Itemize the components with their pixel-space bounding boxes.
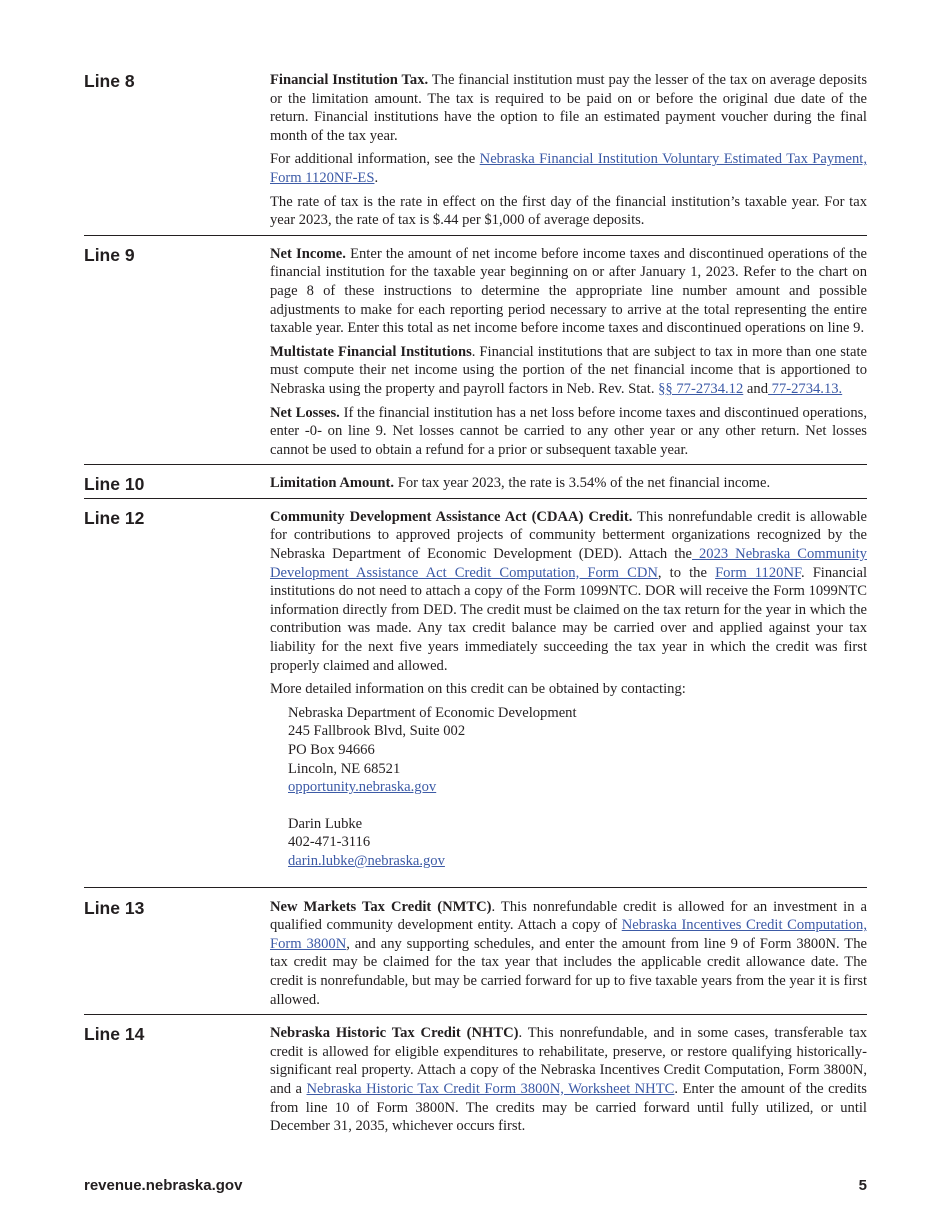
- address-line: 245 Fallbrook Blvd, Suite 002: [288, 723, 466, 740]
- paragraph: [270, 474, 867, 493]
- paragraph-heading: Net Income.: [270, 245, 346, 262]
- statute-77-2734-12-link[interactable]: §§ 77-2734.12: [658, 380, 744, 397]
- paragraph-text: . This nonrefundable, and in some cases, transferable tax credit is allowed for eligible expenditures to rehabilitate, preserve, or restore qualifying historically-significant real property. Attach a copy of the Nebraska Incentives Credit Computation, Form 3800N, and a: [270, 1025, 867, 1097]
- spacer: [270, 871, 867, 887]
- section-content: [270, 898, 867, 1015]
- line-label: Line 13: [84, 897, 145, 918]
- section-content: [270, 474, 867, 498]
- paragraph: [270, 71, 867, 145]
- section-line-8: [84, 70, 867, 236]
- page-number: 5: [858, 1177, 867, 1194]
- statute-77-2734-13-link[interactable]: 77-2734.13.: [768, 380, 843, 397]
- ded-website-link[interactable]: opportunity.nebraska.gov: [288, 779, 437, 796]
- footer-website: revenue.nebraska.gov: [84, 1177, 243, 1194]
- line-label: Line 9: [84, 244, 135, 265]
- section-line-9: [84, 244, 867, 466]
- section-content: [270, 245, 867, 465]
- paragraph-heading: Nebraska Historic Tax Credit (NHTC): [270, 1025, 519, 1042]
- paragraph-text: For tax year 2023, the rate is 3.54% of the net financial income.: [394, 475, 771, 492]
- address-line: PO Box 94666: [288, 742, 375, 758]
- page-footer: [84, 1177, 867, 1194]
- section-line-10: [84, 473, 867, 499]
- form-cdn-link[interactable]: 2023 Nebraska Community Development Assistance Act Credit Computation, Form CDN: [270, 546, 867, 581]
- paragraph-text: If the financial institution has a net loss before income taxes and discontinued operations, enter -0- on line 9. Net losses cannot be carried to any other year or any other return. Net losses cannot be used to obtain a refund for a prior or subsequent taxable year.: [270, 404, 867, 458]
- paragraph-heading: Financial Institution Tax.: [270, 72, 429, 88]
- contact-phone: 402-471-3116: [288, 834, 371, 851]
- paragraph: More detailed information on this credit can be obtained by contacting:: [270, 681, 686, 698]
- section-content: [270, 71, 867, 235]
- paragraph-text: and: [743, 380, 768, 397]
- section-line-13: [84, 897, 867, 1016]
- paragraph-text: This nonrefundable credit is allowable for contributions to approved projects of community betterment organizations recognized by the Nebraska Department of Economic Development (DED). Attach the: [270, 508, 867, 563]
- form-3800n-link[interactable]: Nebraska Incentives Credit Computation, Form 3800N: [270, 917, 867, 952]
- paragraph-heading: Net Losses.: [270, 404, 340, 421]
- form-1120nf-link[interactable]: Form 1120NF: [715, 564, 801, 581]
- paragraph-text: .: [374, 169, 379, 186]
- line-label: Line 14: [84, 1024, 145, 1045]
- section-content: [270, 508, 867, 887]
- worksheet-nhtc-link[interactable]: Nebraska Historic Tax Credit Form 3800N, Worksheet NHTC: [306, 1080, 675, 1097]
- paragraph: [270, 898, 867, 1010]
- address-line: Nebraska Department of Economic Development: [288, 704, 577, 721]
- form-1120nf-es-link[interactable]: Nebraska Financial Institution Voluntary Estimated Tax Payment, Form 1120NF-ES: [270, 151, 867, 186]
- paragraph-text: , and any supporting schedules, and enter the amount from line 9 of Form 3800N. The tax credit may be claimed for the tax year that includes the applicable credit allowance date. The credit is nonrefundable, but may be carried forward for up to five taxable years from the year it is first allowed.: [270, 935, 867, 1008]
- paragraph-text: The financial institution must pay the lesser of the tax on average deposits or the limitation amount. The tax is required to be paid on or before the original due date of the return. Financial institutions have the option to file an estimated payment voucher during the final month of the tax year.: [270, 72, 867, 144]
- paragraph-heading: New Markets Tax Credit (NMTC): [270, 898, 492, 915]
- contact-email-link[interactable]: darin.lubke@nebraska.gov: [288, 852, 445, 869]
- paragraph-heading: Multistate Financial Institutions: [270, 343, 472, 360]
- paragraph-text: . This nonrefundable credit is allowed for an investment in a qualified community development entity. Attach a copy of: [270, 898, 867, 934]
- paragraph-heading: Limitation Amount.: [270, 475, 395, 492]
- contact-address: [288, 704, 867, 871]
- paragraph: [270, 150, 867, 187]
- paragraph-text: For additional information, see the: [270, 151, 480, 168]
- paragraph-text: . Financial institutions that are subject to tax in more than one state must compute their net income using the portion of the net financial income that is apportioned to Nebraska using the property and payroll factors in Neb. Rev. Stat.: [270, 343, 867, 397]
- section-content: [270, 1024, 867, 1141]
- paragraph: [270, 245, 867, 338]
- spacer: [288, 797, 867, 815]
- paragraph-text: . Financial institutions do not need to attach a copy of the Form 1099NTC. DOR will receive the Form 1099NTC information directly from DED. The credit must be claimed on the tax return for the year in which the contribution was made. Any tax credit balance may be carried over and applied against your tax liability for the next five years immediately succeeding the tax year in which the credit was first properly claimed and allowed.: [270, 564, 867, 674]
- paragraph: [270, 1024, 867, 1136]
- instructions-page: [84, 70, 867, 1141]
- paragraph-text: , to the: [657, 564, 716, 581]
- line-label: Line 10: [84, 474, 145, 495]
- section-line-12: [84, 507, 867, 888]
- line-label: Line 8: [84, 71, 135, 91]
- paragraph: [270, 404, 867, 460]
- contact-name: Darin Lubke: [288, 815, 363, 832]
- paragraph: [270, 343, 867, 399]
- paragraph: [270, 508, 867, 675]
- paragraph: The rate of tax is the rate in effect on the first day of the financial institution’s taxable year. For tax year 2023, the rate of tax is $.44 per $1,000 of average deposits.: [270, 193, 867, 229]
- line-label: Line 12: [84, 507, 145, 528]
- paragraph-text: . Enter the amount of the credits from line 10 of Form 3800N. The credits may be carried forward until fully utilized, or until December 31, 2035, whichever occurs first.: [270, 1080, 867, 1135]
- address-line: Lincoln, NE 68521: [288, 760, 401, 777]
- paragraph-heading: Community Development Assistance Act (CDAA) Credit.: [270, 508, 633, 525]
- paragraph-text: Enter the amount of net income before income taxes and discontinued operations of the financial institution for the taxable year beginning on or after January 1, 2023. Refer to the chart on page 8 of these instructions to determine the appropriate line number amount and possible adjustments to make for each reporting period necessary to arrive at the total representing the entire taxable year. Enter this total as net income before income taxes and discontinued operations on line 9.: [270, 245, 867, 337]
- section-line-14: [84, 1023, 867, 1141]
